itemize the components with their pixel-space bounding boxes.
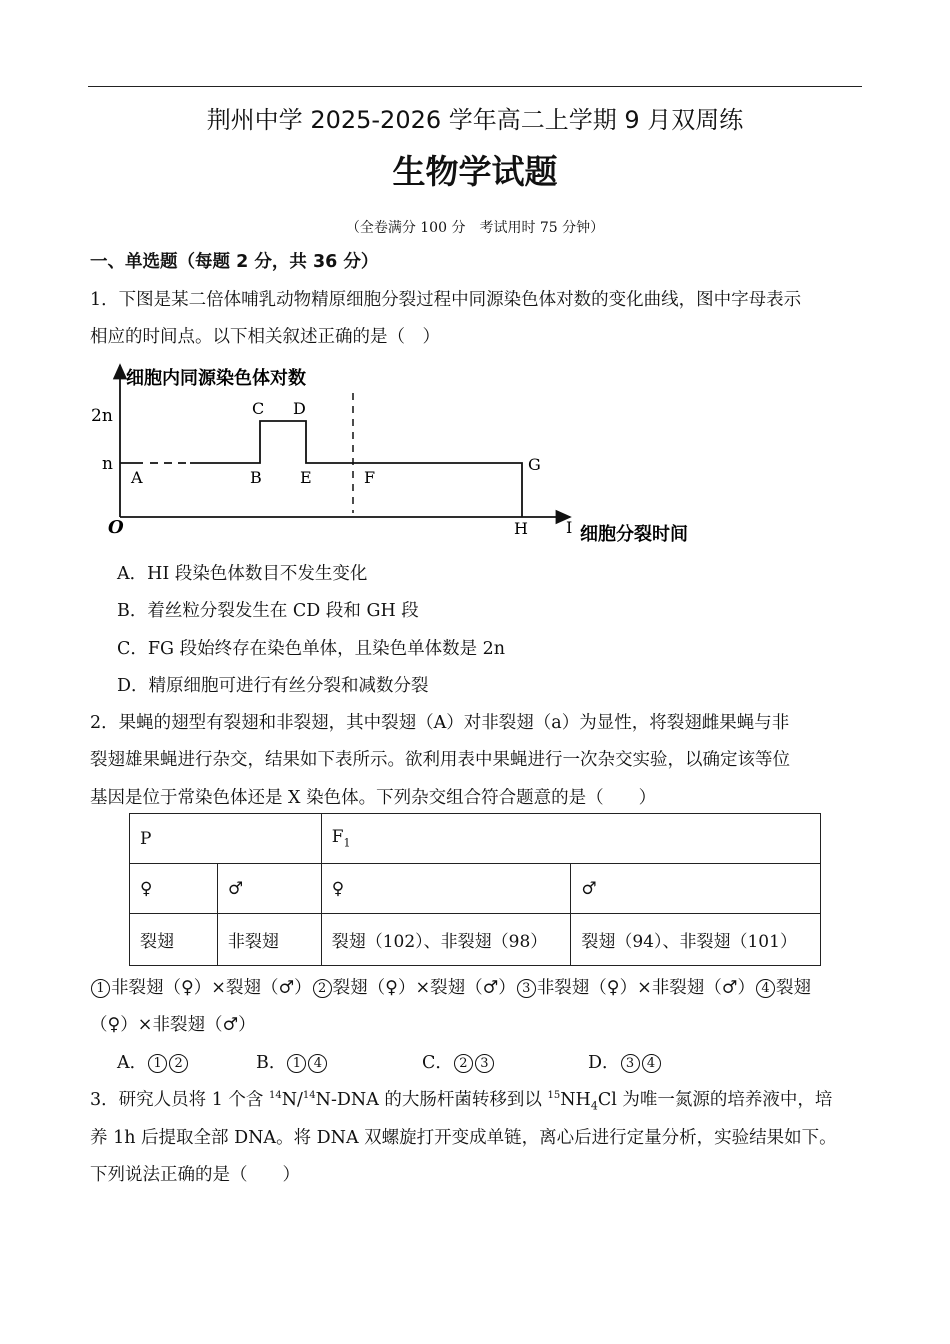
q2-option-a[interactable]: A． 1 2	[117, 1049, 189, 1074]
point-e-label: E	[300, 468, 312, 487]
q1-option-c[interactable]: C．FG 段始终存在染色单体，且染色单体数是 2n	[117, 639, 506, 659]
q2-stem-line1: 2．果蝇的翅型有裂翅和非裂翅，其中裂翅（A）对非裂翅（a）为显性，将裂翅雌果蝇与非	[90, 713, 790, 733]
table-cell: 裂翅	[130, 914, 218, 966]
q2-stem-line2: 裂翅雄果蝇进行杂交，结果如下表所示。欲利用表中果蝇进行一次杂交实验，以确定该等位	[90, 750, 790, 770]
header-rule	[88, 86, 862, 87]
q2-option-c[interactable]: C． 2 3	[422, 1049, 495, 1074]
combo-text: 裂翅（♀）×裂翅（♂）	[332, 978, 516, 998]
combo-number: 1	[91, 979, 110, 998]
q1-option-d[interactable]: D．精原细胞可进行有丝分裂和减数分裂	[117, 676, 429, 696]
exam-title: 荆州中学 2025-2026 学年高二上学期 9 月双周练	[206, 106, 744, 134]
point-d-label: D	[293, 399, 306, 418]
table-cell: 裂翅（102）、非裂翅（98）	[321, 914, 571, 966]
q2-table	[129, 813, 821, 966]
curve-line	[190, 421, 522, 517]
origin-label: O	[108, 517, 124, 538]
q2-stem-line3: 基因是位于常染色体还是 X 染色体。下列杂交组合符合题意的是（ ）	[90, 788, 657, 808]
tick-n: n	[102, 454, 113, 474]
point-f-label: F	[364, 468, 376, 487]
q1-option-b[interactable]: B．着丝粒分裂发生在 CD 段和 GH 段	[117, 601, 419, 621]
combo-number: 2	[313, 979, 332, 998]
q1-option-a[interactable]: A．HI 段染色体数目不发生变化	[117, 564, 368, 584]
combo-text: 裂翅	[775, 978, 811, 998]
table-p-header: P	[130, 814, 322, 864]
point-c-label: C	[252, 399, 265, 418]
q1-stem-line2: 相应的时间点。以下相关叙述正确的是（ ）	[90, 327, 440, 347]
q3-stem-line3: 下列说法正确的是（ ）	[90, 1165, 300, 1185]
exam-note: （全卷满分 100 分 考试用时 75 分钟）	[345, 220, 605, 236]
point-i-label: I	[566, 518, 573, 537]
q3-stem-line1: 3．研究人员将 1 个含 $^{14}$N/$^{14}$N-DNA 的大肠杆菌转移到以 $^{15}NH_4Cl$ 为唯一氮源的培养液中，培	[90, 1090, 833, 1113]
q2-option-b[interactable]: B． 1 4	[256, 1049, 328, 1074]
table-cell: 裂翅（94）、非裂翅（101）	[571, 914, 821, 966]
q3-stem-line2: 养 1h 后提取全部 DNA。将 DNA 双螺旋打开变成单链，离心后进行定量分析，实验结果如下。	[90, 1128, 837, 1148]
subject-title: 生物学试题	[392, 152, 558, 191]
point-a-label: A	[131, 468, 143, 487]
table-cell: 非裂翅	[217, 914, 321, 966]
combo-number: 3	[517, 979, 536, 998]
point-b-label: B	[250, 468, 262, 487]
q1-figure	[90, 355, 730, 555]
combo-number: 4	[756, 979, 775, 998]
table-f1-male: ♂	[571, 864, 821, 914]
y-axis-label: 细胞内同源染色体对数	[126, 368, 306, 389]
section-heading: 一、单选题（每题 2 分，共 36 分）	[90, 252, 379, 272]
q2-combos-line1	[90, 974, 811, 999]
q2-option-d[interactable]: D． 3 4	[588, 1049, 662, 1074]
q1-stem-line1: 1．下图是某二倍体哺乳动物精原细胞分裂过程中同源染色体对数的变化曲线，图中字母表示	[90, 290, 802, 310]
point-g-label: G	[528, 455, 541, 474]
tick-2n: 2n	[91, 406, 113, 426]
combo-text: 非裂翅（♀）×非裂翅（♂）	[536, 978, 755, 998]
combo-text: 非裂翅（♀）×裂翅（♂）	[111, 978, 312, 998]
table-f1-female: ♀	[321, 864, 571, 914]
x-axis-label: 细胞分裂时间	[580, 524, 688, 545]
table-f1-header: $F_1$	[321, 814, 820, 864]
point-h-label: H	[514, 519, 528, 538]
table-p-female: ♀	[130, 864, 218, 914]
q2-combos-line2: （♀）×非裂翅（♂）	[90, 1015, 256, 1035]
table-p-male: ♂	[217, 864, 321, 914]
